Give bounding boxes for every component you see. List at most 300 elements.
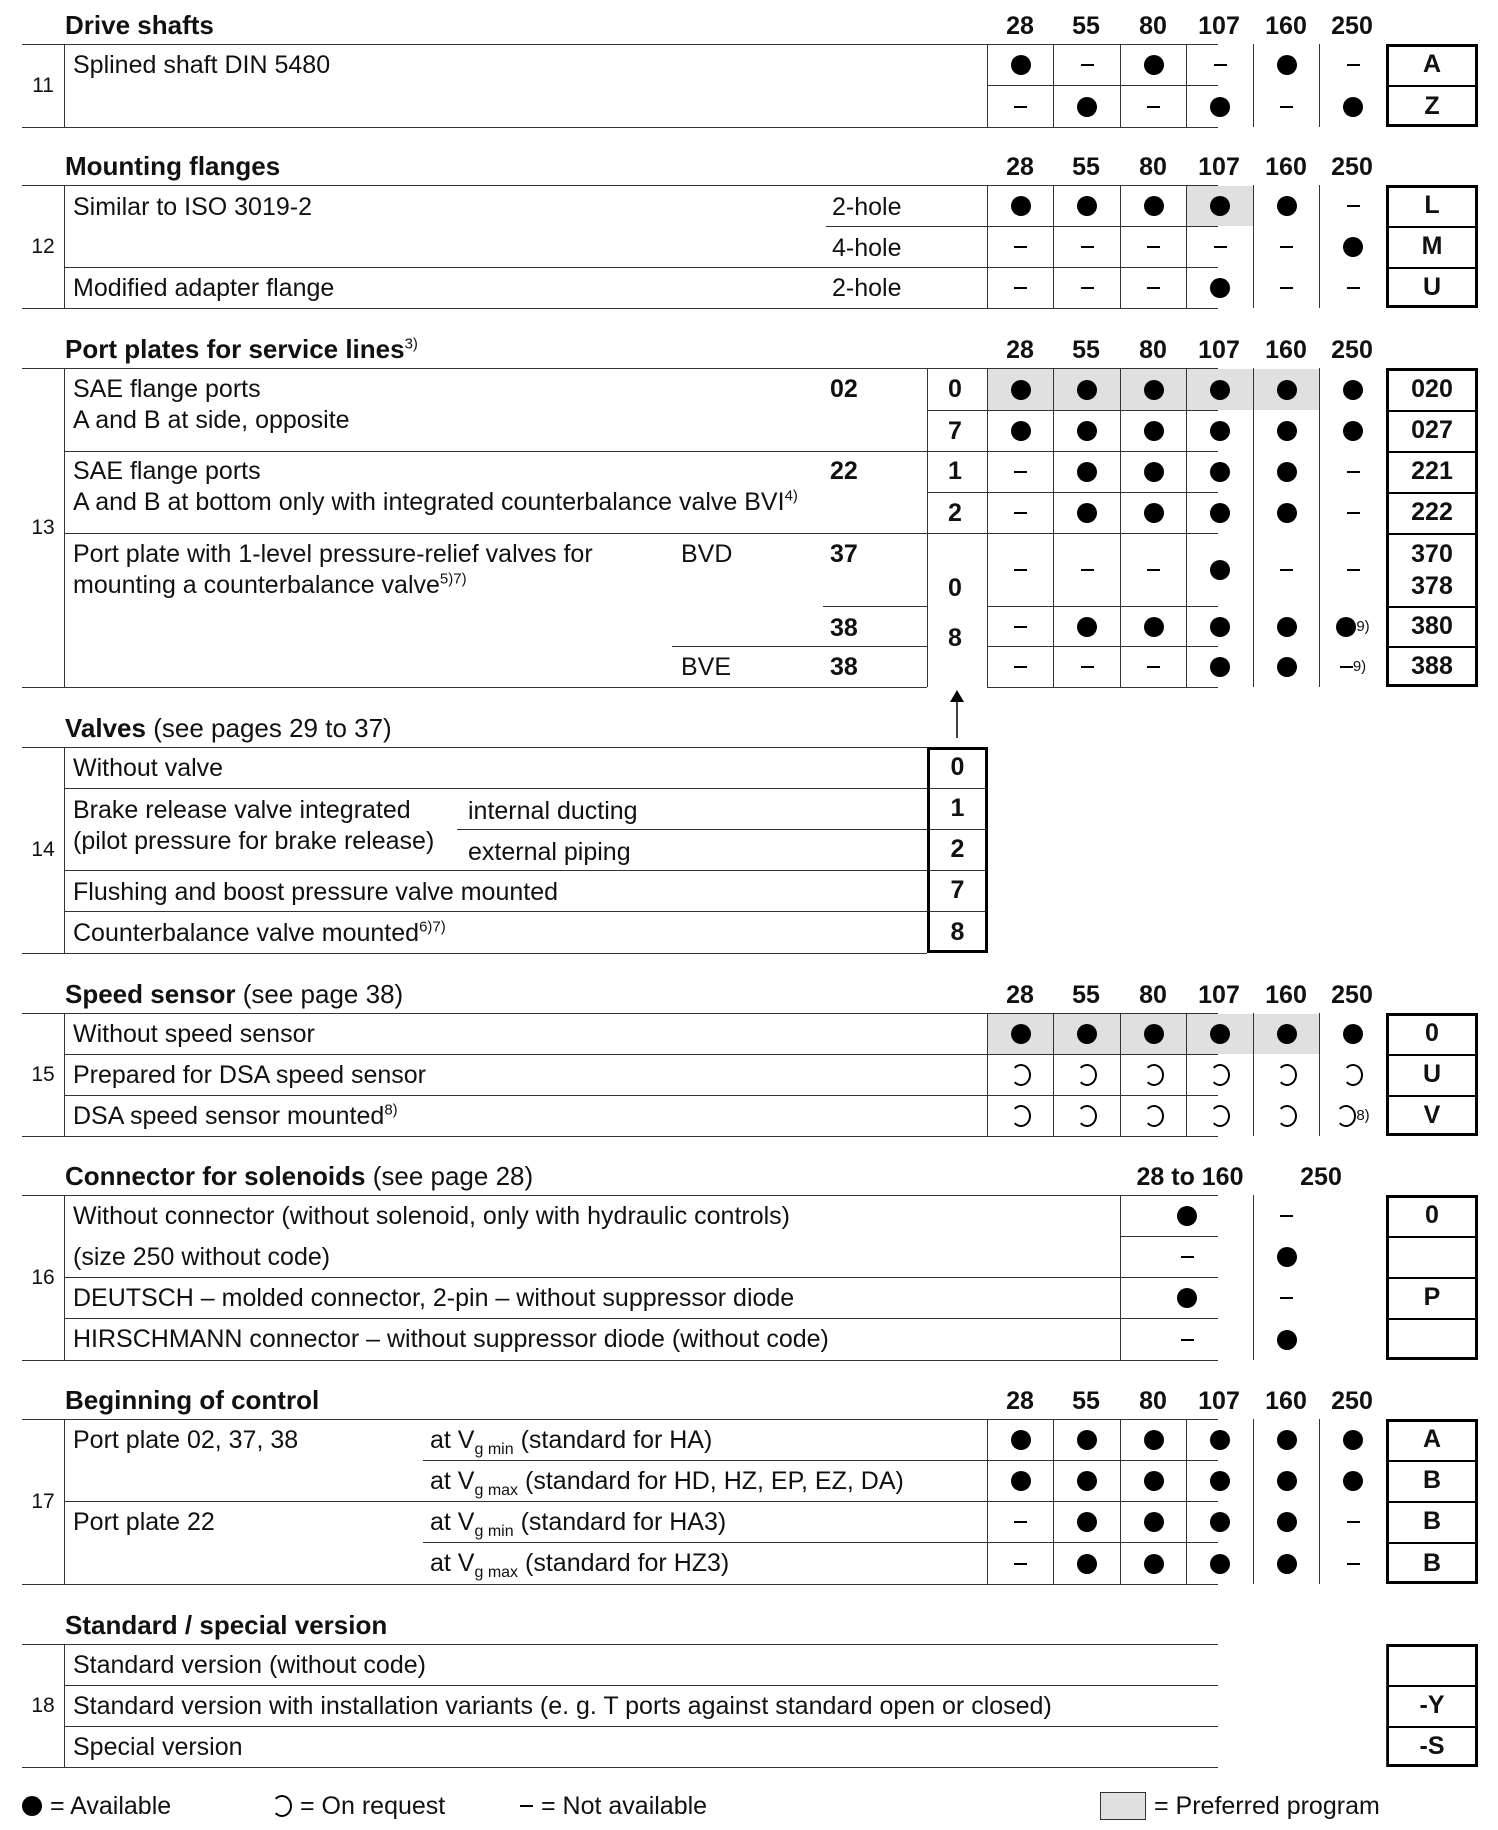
dash-icon (1347, 205, 1360, 207)
dot-icon (1210, 421, 1230, 441)
availability-cell (988, 369, 1053, 410)
dash-icon (1081, 246, 1094, 248)
dot-icon (1277, 1471, 1297, 1491)
dash-icon (1347, 512, 1360, 514)
availability-cell (1187, 452, 1253, 492)
order-code-box (1386, 1419, 1478, 1584)
availability-cell: 9) (1320, 647, 1386, 687)
availability-cell (1187, 186, 1253, 226)
dot-icon (1343, 421, 1363, 441)
dash-icon (1347, 287, 1360, 289)
availability-cell (988, 1096, 1053, 1136)
port-plate-group3-line2: mounting a counterbalance valve$^{5)7)}$ (73, 570, 467, 599)
availability-cell (1320, 1014, 1386, 1054)
availability-cell (1121, 186, 1186, 226)
availability-cell (988, 1502, 1053, 1542)
order-code: 020 (1411, 374, 1453, 403)
valve-digit: 0 (948, 375, 962, 403)
availability-cell (1121, 1461, 1186, 1501)
dot-icon (1144, 196, 1164, 216)
size-col-107: 107 (1198, 12, 1240, 40)
dash-icon (1280, 1215, 1293, 1217)
valve-digit: 8 (948, 624, 962, 652)
size-col-80: 80 (1139, 336, 1167, 364)
availability-cell (1121, 1543, 1186, 1584)
order-code: 221 (1411, 457, 1453, 485)
dot-icon (1343, 1024, 1363, 1044)
availability-cell (1054, 647, 1120, 687)
dot-icon (1077, 196, 1097, 216)
order-code: -Y (1419, 1691, 1445, 1719)
availability-cell (1054, 1461, 1120, 1501)
availability-cell (988, 1543, 1053, 1584)
availability-cell (1187, 227, 1253, 267)
dot-icon (1144, 462, 1164, 482)
availability-cell (1121, 268, 1186, 308)
speed-sensor-label: Without speed sensor (73, 1020, 315, 1048)
availability-cell (1054, 1543, 1120, 1584)
section-title-port-plates: Port plates for service lines$^{3)}$ (65, 334, 418, 364)
dot-icon (1011, 421, 1031, 441)
control-start-label: at $V_{g max}$ (standard for HZ3) (430, 1549, 730, 1581)
availability-cell (1054, 1096, 1120, 1136)
availability-cell (1254, 1196, 1319, 1236)
port-plate-label: Port plate 02, 37, 38 (73, 1426, 299, 1454)
availability-cell (1254, 1055, 1319, 1095)
availability-cell (1320, 411, 1386, 451)
availability-cell (1121, 647, 1186, 687)
dot-icon (1277, 617, 1297, 637)
dot-icon (1210, 1471, 1230, 1491)
size-col-250: 250 (1331, 336, 1373, 364)
section-number-18: 18 (31, 1694, 55, 1717)
size-col-250: 250 (1331, 12, 1373, 40)
half-circle-icon (1011, 1105, 1031, 1127)
dot-icon (1343, 1430, 1363, 1450)
availability-cell (1254, 1014, 1319, 1054)
availability-cell (1121, 1055, 1186, 1095)
section-title-connector: Connector for solenoids (see page 28) (65, 1161, 534, 1191)
dot-icon (1277, 196, 1297, 216)
dash-icon (1280, 246, 1293, 248)
dash-icon (1340, 666, 1353, 668)
dot-icon (1277, 1247, 1297, 1267)
order-code: B (1422, 1507, 1442, 1535)
flange-holes-label: 2-hole (832, 274, 902, 302)
availability-cell: 8) (1320, 1096, 1386, 1136)
section-number-15: 15 (31, 1063, 55, 1086)
port-plate-group1-line2: A and B at side, opposite (73, 406, 350, 434)
availability-cell (1054, 186, 1120, 226)
half-circle-icon (1277, 1064, 1297, 1086)
availability-cell (1187, 1543, 1253, 1584)
availability-cell (1254, 534, 1319, 606)
dot-icon (1210, 1430, 1230, 1450)
port-plate-group3-line1: Port plate with 1-level pressure-relief valves for (73, 540, 593, 568)
flange-holes-label: 2-hole (832, 193, 902, 221)
dot-icon (1277, 380, 1297, 400)
dot-icon (1077, 421, 1097, 441)
dot-icon (1277, 1554, 1297, 1574)
section-title-standard-special: Standard / special version (65, 1610, 388, 1640)
connector-label: Without connector (without solenoid, only with hydraulic controls) (73, 1202, 791, 1230)
dot-icon (1011, 380, 1031, 400)
order-code: Z (1424, 91, 1440, 120)
dot-icon (1343, 237, 1363, 257)
dash-icon (1014, 569, 1027, 571)
dot-icon (1210, 617, 1230, 637)
order-code: 222 (1411, 498, 1453, 526)
version-label: Standard version (without code) (73, 1651, 426, 1679)
size-col-28: 28 (1006, 981, 1034, 1009)
availability-cell (1054, 227, 1120, 267)
dot-icon (1210, 278, 1230, 298)
dash-icon (1014, 666, 1027, 668)
valve-digit: 7 (948, 417, 962, 445)
order-code: 0 (1425, 1201, 1439, 1229)
availability-cell (1320, 1420, 1386, 1460)
half-circle-icon (1336, 1105, 1356, 1127)
dash-icon (1014, 246, 1027, 248)
bvd-label: BVD (681, 540, 733, 568)
availability-cell (1254, 45, 1319, 85)
dash-icon (1147, 246, 1160, 248)
section-title-drive-shafts: Drive shafts (65, 10, 214, 40)
availability-cell (1121, 452, 1186, 492)
size-col-160: 160 (1265, 981, 1307, 1009)
size-col-55: 55 (1072, 12, 1100, 40)
dot-icon (1210, 503, 1230, 523)
dash-icon (1181, 1339, 1194, 1341)
size-col-55: 55 (1072, 336, 1100, 364)
size-col-80: 80 (1139, 981, 1167, 1009)
availability-cell (1121, 86, 1186, 127)
dot-icon (1277, 657, 1297, 677)
dot-icon (1077, 1024, 1097, 1044)
valve-digit: 1 (948, 457, 962, 485)
section-number-16: 16 (31, 1266, 55, 1289)
control-start-label: at $V_{g min}$ (standard for HA3) (430, 1508, 727, 1540)
order-code-box (1386, 1644, 1478, 1767)
dot-icon (1011, 1024, 1031, 1044)
dash-icon (1280, 287, 1293, 289)
dash-icon (1347, 471, 1360, 473)
half-circle-icon (1011, 1064, 1031, 1086)
availability-cell (1320, 1055, 1386, 1095)
availability-cell (1054, 411, 1120, 451)
dash-icon (520, 1805, 533, 1807)
availability-cell (1254, 493, 1319, 533)
dot-icon (1210, 1024, 1230, 1044)
dot-icon (1077, 1471, 1097, 1491)
control-start-label: at $V_{g min}$ (standard for HA) (430, 1426, 713, 1458)
availability-cell (1187, 1420, 1253, 1460)
dot-icon (1144, 55, 1164, 75)
availability-cell (1187, 1502, 1253, 1542)
size-col-107: 107 (1198, 981, 1240, 1009)
availability-cell (1054, 1055, 1120, 1095)
availability-cell (1320, 1461, 1386, 1501)
availability-cell (1121, 607, 1186, 646)
order-code: 380 (1411, 611, 1453, 640)
section-title-mounting-flanges: Mounting flanges (65, 151, 281, 181)
section-number-12: 12 (31, 235, 55, 258)
dash-icon (1081, 287, 1094, 289)
dot-icon (1011, 1430, 1031, 1450)
dot-icon (1011, 55, 1031, 75)
size-col-55: 55 (1072, 1387, 1100, 1415)
availability-cell (1320, 493, 1386, 533)
availability-cell (1054, 1014, 1120, 1054)
valve-code: 8 (950, 917, 965, 946)
dot-icon (1210, 1554, 1230, 1574)
dot-icon (1210, 97, 1230, 117)
dot-icon (1011, 196, 1031, 216)
dot-icon (1144, 1512, 1164, 1532)
availability-cell (1121, 1096, 1186, 1136)
legend-preferred: = Preferred program (1100, 1791, 1380, 1821)
availability-cell (1320, 1543, 1386, 1584)
dash-icon (1014, 1521, 1027, 1523)
size-col-107: 107 (1198, 153, 1240, 181)
half-circle-icon (1277, 1105, 1297, 1127)
valve-code: 7 (950, 876, 965, 904)
dot-icon (1277, 1024, 1297, 1044)
order-code-box (1386, 368, 1478, 687)
dot-icon (1343, 380, 1363, 400)
order-code: A (1422, 50, 1442, 78)
availability-cell (988, 1055, 1053, 1095)
dash-icon (1147, 666, 1160, 668)
availability-cell (1187, 1096, 1253, 1136)
port-plate-group2-line2: A and B at bottom only with integrated counterbalance valve BVI$^{4)}$ (73, 487, 798, 516)
dash-icon (1081, 569, 1094, 571)
brake-release-line1: Brake release valve integrated (73, 796, 411, 824)
size-col-250: 250 (1331, 1387, 1373, 1415)
availability-cell (988, 1014, 1053, 1054)
connector-label: HIRSCHMANN connector – without suppressor diode (without code) (73, 1325, 829, 1353)
preferred-swatch (1100, 1792, 1146, 1820)
drive-shaft-desc: Splined shaft DIN 5480 (73, 51, 331, 79)
dot-icon (1277, 1330, 1297, 1350)
section-number-13: 13 (31, 516, 55, 539)
order-code-box (1386, 1195, 1478, 1360)
port-plate-group1-line1: SAE flange ports (73, 375, 261, 403)
availability-cell (1320, 268, 1386, 308)
availability-cell (1121, 493, 1186, 533)
valve-label-flushing: Flushing and boost pressure valve mounted (73, 878, 559, 906)
availability-cell (1187, 369, 1253, 410)
availability-cell (1254, 1502, 1319, 1542)
availability-cell (1187, 86, 1253, 127)
dot-icon (1144, 380, 1164, 400)
order-code: B (1422, 1548, 1442, 1577)
dot-icon (1210, 560, 1230, 580)
availability-cell: 9) (1320, 607, 1386, 646)
section-number-14: 14 (31, 838, 55, 861)
dot-icon (1343, 1471, 1363, 1491)
section-number-11: 11 (32, 74, 54, 97)
availability-cell (1254, 1237, 1319, 1277)
availability-cell (1121, 1502, 1186, 1542)
availability-cell (1187, 1055, 1253, 1095)
availability-cell (1121, 1278, 1253, 1318)
availability-cell (988, 86, 1053, 127)
port-plate-code-37: 37 (830, 540, 858, 568)
dot-icon (1277, 1512, 1297, 1532)
availability-cell (1121, 1014, 1186, 1054)
availability-cell (1320, 86, 1386, 127)
availability-cell (1254, 607, 1319, 646)
speed-sensor-label: DSA speed sensor mounted$^{8)}$ (73, 1101, 398, 1130)
dash-icon (1280, 569, 1293, 571)
dash-icon (1014, 471, 1027, 473)
dash-icon (1181, 1256, 1194, 1258)
availability-cell (988, 534, 1053, 606)
legend-not-available: = Not available (520, 1791, 707, 1821)
half-circle-icon (1144, 1105, 1164, 1127)
availability-cell (1121, 1196, 1253, 1236)
availability-cell (1254, 1278, 1319, 1318)
order-code-box (1386, 185, 1478, 308)
valve-label-internal: internal ducting (468, 797, 638, 825)
dot-icon (1144, 503, 1164, 523)
availability-cell (1187, 534, 1253, 606)
availability-cell (1121, 45, 1186, 85)
dot-icon (1210, 657, 1230, 677)
connector-label: DEUTSCH – molded connector, 2-pin – without suppressor diode (73, 1284, 795, 1312)
port-plate-code-38: 38 (830, 653, 858, 681)
availability-cell (1320, 227, 1386, 267)
section-title-beginning-of-control: Beginning of control (65, 1385, 320, 1415)
order-code: P (1423, 1283, 1441, 1311)
size-col-107: 107 (1198, 336, 1240, 364)
half-circle-icon (1077, 1105, 1097, 1127)
availability-cell (1187, 647, 1253, 687)
dot-icon (1210, 380, 1230, 400)
availability-cell (1187, 1014, 1253, 1054)
availability-cell (1320, 186, 1386, 226)
dot-icon (1277, 462, 1297, 482)
availability-cell (1254, 369, 1319, 410)
order-code: U (1422, 273, 1442, 301)
dash-icon (1081, 666, 1094, 668)
flange-iso-desc: Similar to ISO 3019-2 (73, 193, 312, 221)
port-plate-code-02: 02 (830, 375, 858, 403)
size-col-250: 250 (1331, 153, 1373, 181)
valve-label-external: external piping (468, 838, 631, 866)
availability-cell (1320, 1502, 1386, 1542)
order-code-line: 378 (1411, 571, 1453, 600)
availability-cell (988, 1420, 1053, 1460)
legend-available: = Available (22, 1791, 171, 1821)
port-plate-group2-line1: SAE flange ports (73, 457, 261, 485)
half-circle-icon (1210, 1064, 1230, 1086)
availability-cell (988, 186, 1053, 226)
valve-label-without: Without valve (73, 754, 224, 782)
dot-icon (1336, 617, 1356, 637)
order-code: A (1422, 1425, 1442, 1453)
bve-label: BVE (681, 653, 732, 681)
dot-icon (1177, 1206, 1197, 1226)
dash-icon (1280, 1297, 1293, 1299)
availability-cell (1254, 647, 1319, 687)
dash-icon (1147, 287, 1160, 289)
availability-cell (1121, 1237, 1253, 1277)
dot-icon (1210, 1512, 1230, 1532)
availability-cell (1254, 452, 1319, 492)
availability-cell (1254, 411, 1319, 451)
order-code: V (1423, 1101, 1441, 1129)
availability-cell (1254, 1420, 1319, 1460)
dot-icon (1177, 1288, 1197, 1308)
size-col-80: 80 (1139, 153, 1167, 181)
dash-icon (1214, 64, 1227, 66)
availability-cell (988, 607, 1053, 646)
dot-icon (1144, 617, 1164, 637)
availability-cell (1254, 227, 1319, 267)
availability-cell (1121, 1420, 1186, 1460)
size-col-28-160: 28 to 160 (1136, 1163, 1244, 1191)
dot-icon (1343, 97, 1363, 117)
valve-code: 2 (950, 835, 965, 863)
availability-cell (1121, 1319, 1253, 1360)
dash-icon (1147, 569, 1160, 571)
section-title-speed-sensor: Speed sensor (see page 38) (65, 979, 404, 1009)
size-col-28: 28 (1006, 1387, 1034, 1415)
valve-code: 1 (950, 794, 965, 822)
availability-cell (1320, 369, 1386, 410)
dot-icon (1144, 1430, 1164, 1450)
order-code: 027 (1411, 416, 1453, 444)
dash-icon (1347, 569, 1360, 571)
dash-icon (1347, 1521, 1360, 1523)
availability-cell (1121, 369, 1186, 410)
order-code: U (1422, 1060, 1442, 1088)
port-plate-label: Port plate 22 (73, 1508, 215, 1536)
availability-cell (1254, 1319, 1319, 1360)
connector-label: (size 250 without code) (73, 1243, 331, 1271)
availability-cell (988, 1461, 1053, 1501)
half-circle-icon (272, 1795, 292, 1817)
size-col-80: 80 (1139, 12, 1167, 40)
dot-icon (1077, 1554, 1097, 1574)
half-circle-icon (1144, 1064, 1164, 1086)
size-col-160: 160 (1265, 336, 1307, 364)
size-col-160: 160 (1265, 153, 1307, 181)
availability-cell (1254, 268, 1319, 308)
dash-icon (1347, 64, 1360, 66)
availability-cell (1054, 369, 1120, 410)
valve-label-counterbalance: Counterbalance valve mounted$^{6)7)}$ (73, 918, 446, 947)
availability-cell (1054, 452, 1120, 492)
availability-cell (988, 411, 1053, 451)
dash-icon (1014, 512, 1027, 514)
flange-holes-label: 4-hole (832, 234, 902, 262)
port-plate-code-22: 22 (830, 457, 858, 485)
brake-release-line2: (pilot pressure for brake release) (73, 827, 435, 855)
availability-cell (1054, 45, 1120, 85)
size-col-250: 250 (1300, 1163, 1342, 1191)
dash-icon (1081, 64, 1094, 66)
speed-sensor-label: Prepared for DSA speed sensor (73, 1061, 426, 1089)
availability-cell (1054, 534, 1120, 606)
valve-digit: 0 (948, 574, 962, 602)
dot-icon (1277, 55, 1297, 75)
version-label: Standard version with installation variants (e. g. T ports against standard open or closed) (73, 1692, 1052, 1720)
size-col-28: 28 (1006, 336, 1034, 364)
half-circle-icon (1343, 1064, 1363, 1086)
